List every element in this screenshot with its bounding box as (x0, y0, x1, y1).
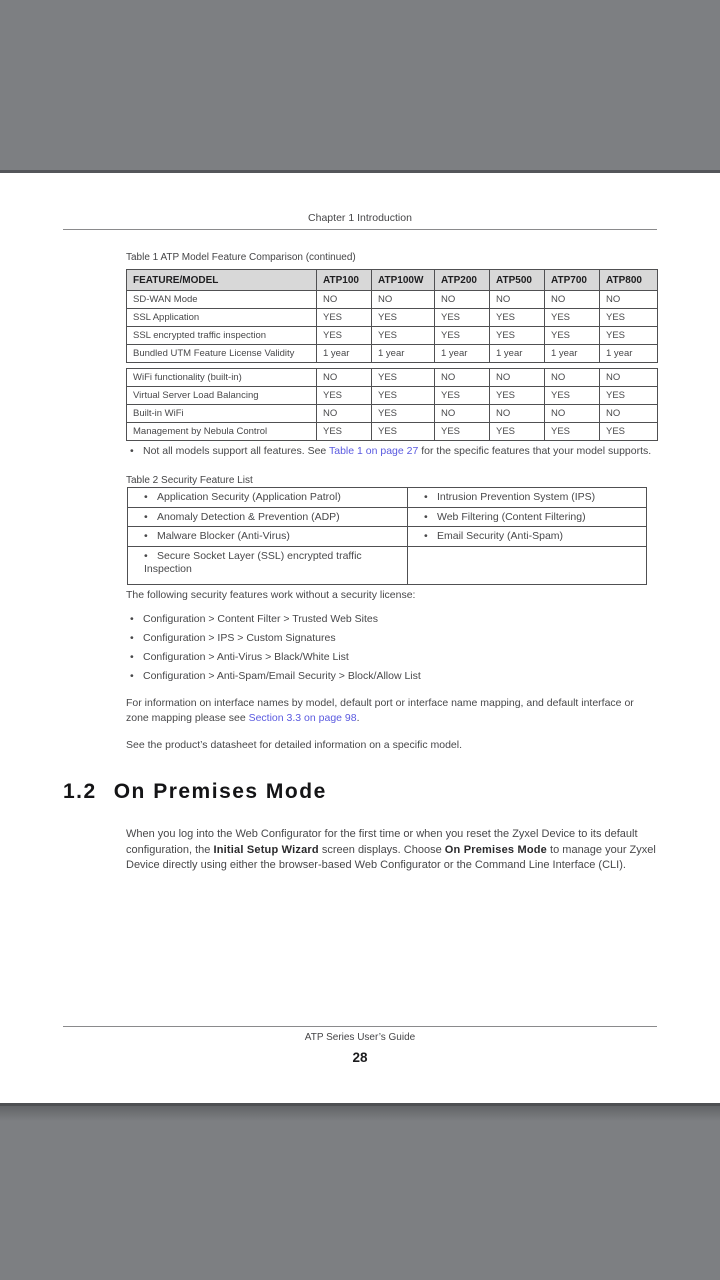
config-path-label: Configuration > IPS > Custom Signatures (143, 632, 336, 644)
bullet-marker: • (130, 632, 134, 644)
interface-text-before: For information on interface names by model, default port or interface name mapping, and default interface or zone mapping please see (126, 697, 634, 724)
feature-cell: Bundled UTM Feature License Validity (127, 345, 317, 363)
table-row (127, 405, 658, 423)
feature-cell: Virtual Server Load Balancing (127, 387, 317, 405)
document-page (0, 173, 720, 1103)
feature-cell: Management by Nebula Control (127, 423, 317, 441)
security-intro-text: The following security features work without a security license: (126, 589, 416, 601)
table1-column-header: FEATURE/MODEL (127, 270, 317, 291)
feature-cell: SSL encrypted traffic inspection (127, 327, 317, 345)
paragraph-text: screen displays. Choose (318, 843, 445, 856)
security-feature-cell (408, 488, 647, 508)
table2 (127, 487, 647, 585)
bullet-marker: • (424, 491, 428, 503)
config-path-label: Configuration > Anti-Spam/Email Security > Block/Allow List (143, 670, 421, 682)
footer-doc-title: ATP Series User’s Guide (304, 1032, 416, 1043)
table1-header (127, 270, 658, 291)
table-row (127, 423, 658, 441)
footer-rule (63, 1026, 657, 1027)
value-cell: YES (545, 387, 600, 405)
feature-cell: WiFi functionality (built-in) (127, 369, 317, 387)
security-feature-cell (128, 546, 408, 584)
table1-segment2-body (127, 369, 658, 441)
value-cell: YES (490, 423, 545, 441)
bold-initial-setup-wizard: Initial Setup Wizard (213, 843, 319, 856)
header-rule (63, 229, 657, 230)
value-cell: NO (435, 291, 490, 309)
security-feature-label: Secure Socket Layer (SSL) encrypted traffic Inspection (144, 549, 362, 575)
security-feature-label: Email Security (Anti-Spam) (437, 530, 564, 542)
table1-column-header: ATP500 (490, 270, 545, 291)
value-cell: YES (490, 327, 545, 345)
security-feature-label: Web Filtering (Content Filtering) (437, 510, 586, 523)
section-title: On Premises Mode (113, 780, 327, 803)
security-feature-cell (128, 507, 408, 527)
value-cell: NO (600, 369, 658, 387)
datasheet-paragraph: See the product’s datasheet for detailed information on a specific model. (126, 739, 463, 751)
value-cell: 1 year (490, 345, 545, 363)
value-cell: NO (545, 291, 600, 309)
value-cell: NO (545, 369, 600, 387)
value-cell: NO (317, 369, 372, 387)
value-cell: YES (600, 387, 658, 405)
bullet-marker: • (144, 491, 148, 503)
value-cell: YES (545, 309, 600, 327)
config-path-label: Configuration > Anti-Virus > Black/White List (143, 651, 349, 663)
value-cell: NO (317, 405, 372, 423)
feature-cell: SSL Application (127, 309, 317, 327)
value-cell: 1 year (372, 345, 435, 363)
value-cell: YES (372, 309, 435, 327)
page-bottom-shadow (0, 1106, 720, 1121)
bullet-marker: • (130, 651, 134, 663)
security-feature-item (424, 511, 586, 523)
value-cell: YES (372, 369, 435, 387)
note-bullet-item (126, 444, 656, 459)
table1-column-header: ATP800 (600, 270, 658, 291)
table-row (127, 345, 658, 363)
security-feature-cell (408, 507, 647, 527)
table1-header-row (127, 270, 658, 291)
security-feature-label: Application Security (Application Patrol) (157, 491, 341, 503)
bullet-marker: • (130, 613, 134, 625)
section33-cross-reference-link[interactable]: Section 3.3 on page 98 (248, 712, 357, 724)
bullet-marker: • (144, 510, 148, 523)
config-path-item (126, 670, 421, 684)
bullet-marker: • (424, 510, 428, 523)
table1-segment1-body (127, 291, 658, 363)
value-cell: YES (600, 423, 658, 441)
section-heading (63, 780, 327, 804)
value-cell: YES (435, 387, 490, 405)
value-cell: YES (490, 309, 545, 327)
security-feature-label: Intrusion Prevention System (IPS) (437, 491, 596, 503)
value-cell: NO (317, 291, 372, 309)
table1-column-header: ATP700 (545, 270, 600, 291)
security-feature-item (144, 530, 290, 542)
value-cell: YES (435, 423, 490, 441)
bullet-marker: • (144, 530, 148, 542)
value-cell: NO (600, 291, 658, 309)
security-feature-item (144, 491, 341, 503)
bullet-marker: • (130, 445, 134, 457)
table-row (127, 369, 658, 387)
config-path-item (126, 651, 421, 665)
security-feature-item (424, 491, 595, 503)
table-row (127, 327, 658, 345)
table-row (128, 546, 647, 584)
footer-page-number: 28 (352, 1050, 368, 1065)
value-cell: NO (490, 405, 545, 423)
value-cell: NO (372, 291, 435, 309)
chapter-running-header: Chapter 1 Introduction (308, 212, 412, 224)
value-cell: YES (600, 327, 658, 345)
value-cell: NO (435, 405, 490, 423)
value-cell: YES (317, 309, 372, 327)
note-text-after: for the specific features that your model supports. (418, 445, 652, 457)
value-cell: YES (490, 387, 545, 405)
table1-caption: Table 1 ATP Model Feature Comparison (continued) (126, 252, 356, 263)
security-feature-cell (128, 488, 408, 508)
feature-cell: Built-in WiFi (127, 405, 317, 423)
value-cell: 1 year (545, 345, 600, 363)
on-premises-paragraph (126, 827, 663, 874)
value-cell: YES (545, 327, 600, 345)
table1-segment1 (126, 269, 658, 363)
security-feature-item (144, 511, 340, 523)
value-cell: YES (372, 423, 435, 441)
bold-on-premises-mode: On Premises Mode (444, 843, 547, 856)
security-feature-item (144, 550, 362, 576)
table-row (128, 488, 647, 508)
table2-body (128, 488, 647, 585)
security-feature-item (424, 530, 563, 542)
value-cell: YES (600, 309, 658, 327)
security-feature-cell (408, 546, 647, 584)
table1-column-header: ATP200 (435, 270, 490, 291)
value-cell: NO (490, 369, 545, 387)
paragraph-text: When you log into the Web Configurator for the first time or when you reset the Zyxel Device to its default configuration, the (126, 828, 638, 856)
bullet-marker: • (144, 549, 148, 562)
value-cell: NO (435, 369, 490, 387)
feature-cell: SD-WAN Mode (127, 291, 317, 309)
value-cell: YES (372, 405, 435, 423)
table-row (127, 309, 658, 327)
value-cell: NO (545, 405, 600, 423)
table1-column-header: ATP100W (372, 270, 435, 291)
value-cell: YES (317, 423, 372, 441)
table-row (128, 507, 647, 527)
section-number: 1.2 (63, 780, 97, 803)
interface-text-after: . (356, 712, 360, 724)
table-row (127, 387, 658, 405)
security-feature-cell (408, 527, 647, 547)
table1-cross-reference-link[interactable]: Table 1 on page 27 (329, 445, 419, 457)
table-row (128, 527, 647, 547)
value-cell: YES (372, 387, 435, 405)
config-path-list (126, 613, 421, 689)
security-feature-label: Anomaly Detection & Prevention (ADP) (157, 510, 340, 523)
value-cell: NO (490, 291, 545, 309)
interface-paragraph (126, 696, 658, 726)
paragraph-text: to manage your Zyxel Device directly using either the browser-based Web Configurator or the Command Line Interface (CLI). (126, 843, 656, 871)
value-cell: 1 year (600, 345, 658, 363)
table1-column-header: ATP100 (317, 270, 372, 291)
value-cell: 1 year (317, 345, 372, 363)
value-cell: YES (317, 387, 372, 405)
security-feature-label: Malware Blocker (Anti-Virus) (157, 530, 290, 542)
value-cell: YES (317, 327, 372, 345)
value-cell: NO (600, 405, 658, 423)
config-path-label: Configuration > Content Filter > Trusted Web Sites (143, 613, 379, 625)
table1-segment2 (126, 368, 658, 441)
table2-caption: Table 2 Security Feature List (126, 475, 253, 486)
value-cell: YES (545, 423, 600, 441)
bullet-marker: • (130, 670, 134, 682)
bullet-marker: • (424, 530, 428, 542)
value-cell: YES (435, 309, 490, 327)
value-cell: YES (372, 327, 435, 345)
note-text-before: Not all models support all features. See (143, 445, 329, 457)
config-path-item (126, 632, 421, 646)
table-row (127, 291, 658, 309)
value-cell: YES (435, 327, 490, 345)
security-feature-cell (128, 527, 408, 547)
config-path-item (126, 613, 421, 627)
value-cell: 1 year (435, 345, 490, 363)
